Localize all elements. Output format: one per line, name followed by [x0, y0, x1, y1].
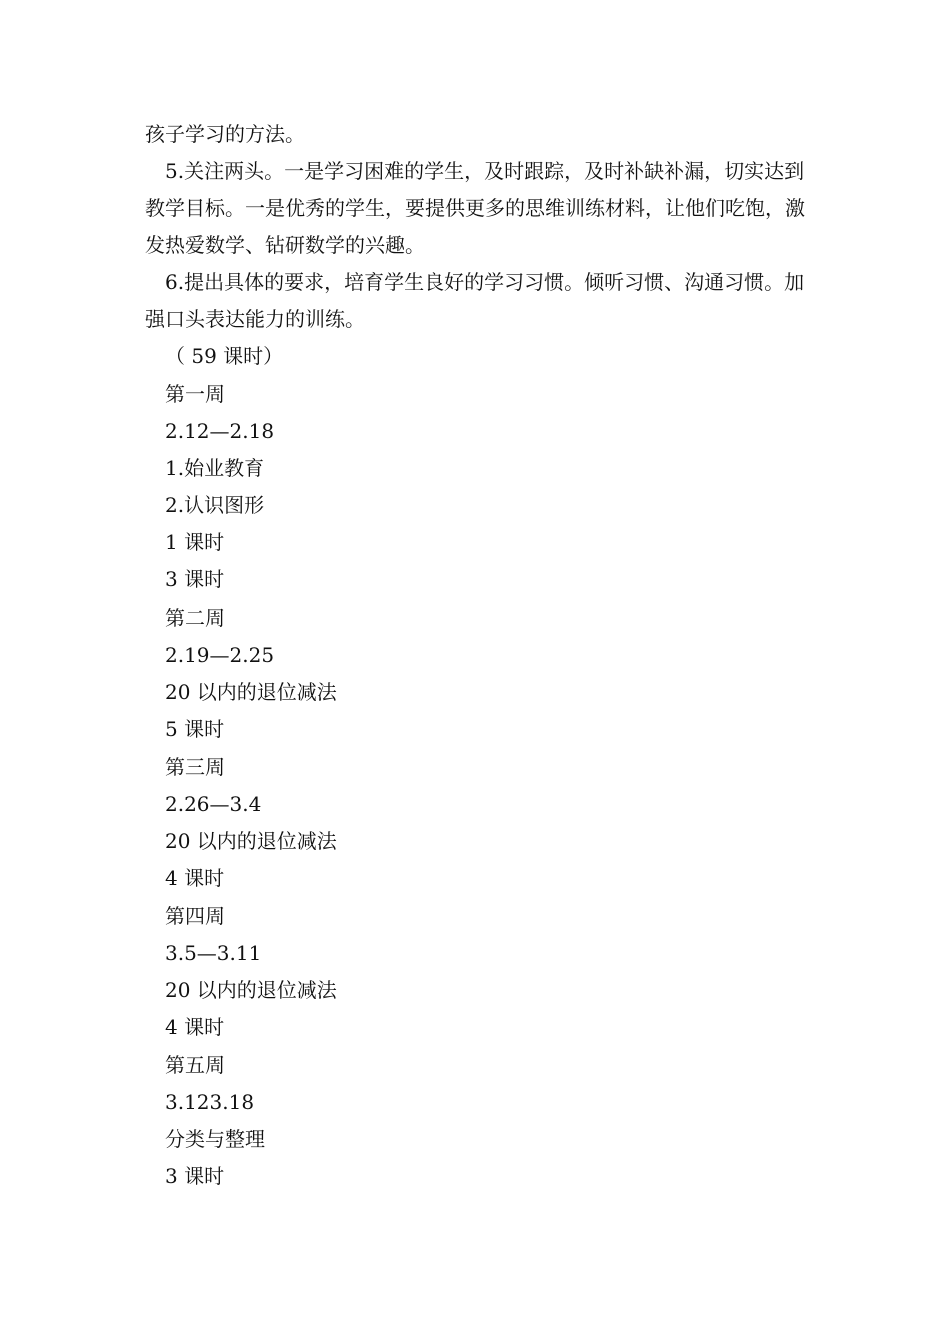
lesson-hours: 5 课时: [165, 717, 225, 741]
date-range: 2.12—2.18: [165, 419, 275, 443]
paragraph-item-6: 6.提出具体的要求，培育学生良好的学习习惯。倾听习惯、沟通习惯。加强口头表达能力的训练。: [145, 270, 805, 331]
paragraph-item-5: 5.关注两头。一是学习困难的学生，及时跟踪，及时补缺补漏，切实达到教学目标。一是优秀的学生，要提供更多的思维训练材料，让他们吃饱，激发热爱数学、钻研数学的兴趣。: [145, 159, 805, 257]
week-label: 第一周: [165, 382, 225, 406]
week-label: 第三周: [165, 755, 225, 779]
week-label: 第二周: [165, 606, 225, 630]
paragraph-continuation: 孩子学习的方法。: [145, 122, 305, 146]
lesson-topic: 分类与整理: [165, 1127, 265, 1151]
lesson-hours: 1 课时: [165, 530, 225, 554]
total-hours: （ 59 课时）: [165, 344, 284, 368]
week-label: 第四周: [165, 904, 225, 928]
date-range: 3.5—3.11: [165, 941, 262, 965]
lesson-hours: 3 课时: [165, 567, 225, 591]
lesson-topic: 1.始业教育: [165, 456, 265, 480]
date-range: 3.123.18: [165, 1090, 255, 1114]
lesson-hours: 4 课时: [165, 866, 225, 890]
lesson-topic: 20 以内的退位减法: [165, 978, 337, 1002]
week-label: 第五周: [165, 1053, 225, 1077]
lesson-hours: 3 课时: [165, 1164, 225, 1188]
lesson-topic: 20 以内的退位减法: [165, 680, 337, 704]
date-range: 2.26—3.4: [165, 792, 262, 816]
lesson-topic: 20 以内的退位减法: [165, 829, 337, 853]
lesson-hours: 4 课时: [165, 1015, 225, 1039]
date-range: 2.19—2.25: [165, 643, 275, 667]
lesson-topic: 2.认识图形: [165, 493, 265, 517]
